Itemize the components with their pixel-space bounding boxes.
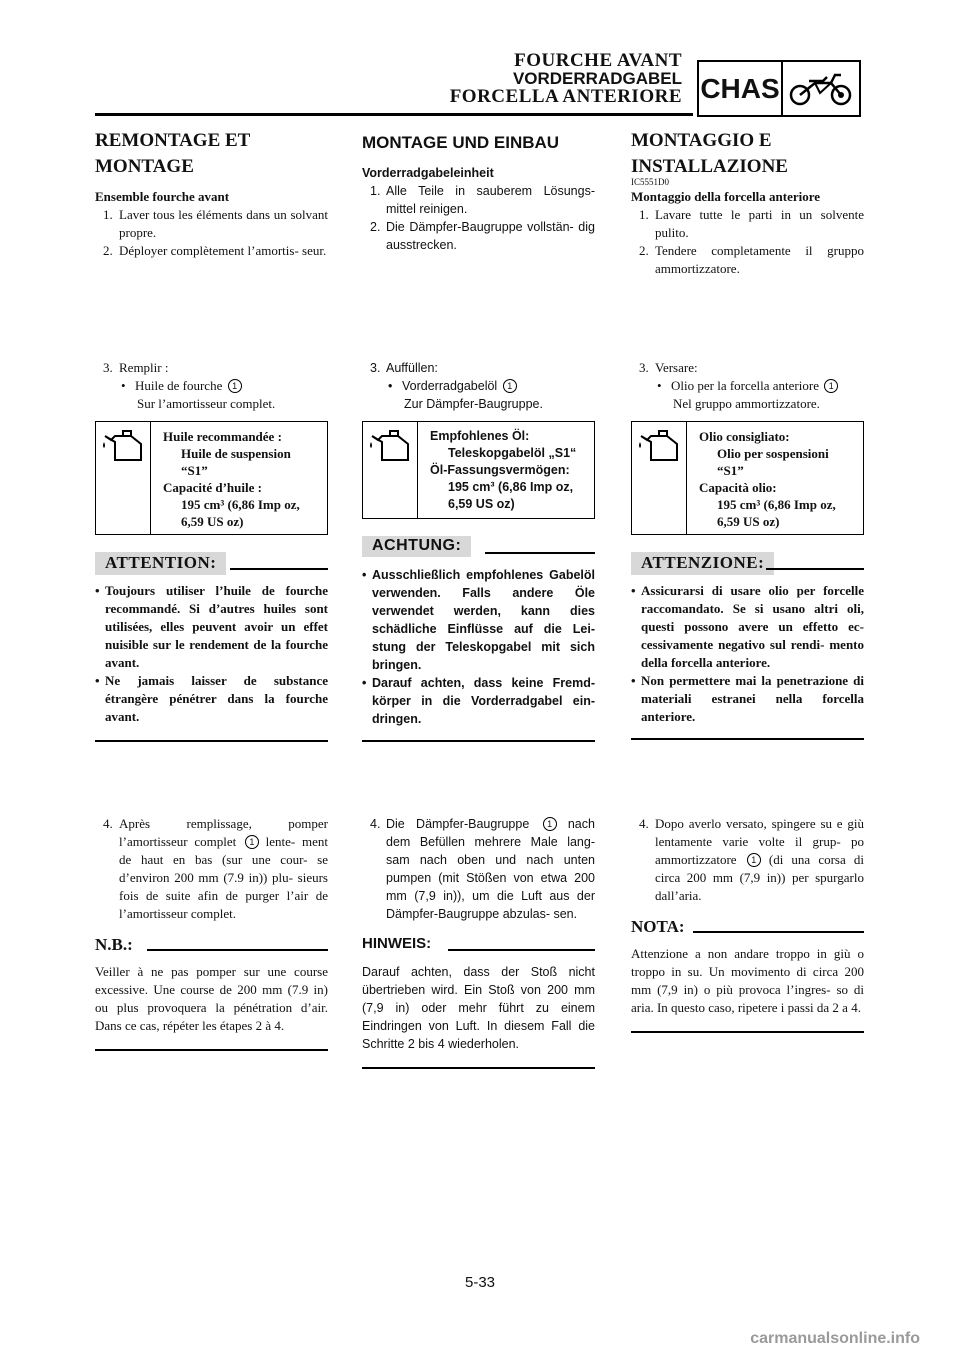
spec-value-oil-grade: “S1” bbox=[181, 463, 208, 478]
note-header bbox=[362, 935, 595, 959]
column-italian bbox=[631, 128, 864, 278]
header-title-it: FORCELLA ANTERIORE bbox=[449, 86, 682, 107]
note-label: N.B.: bbox=[95, 935, 133, 954]
step-4: 4. Dopo averlo versato, spingere su e giù lentamente varie volte il grup- po ammortizzatore 1 (di una corsa di circa 200 mm (7,9 in)) per spurgarlo dall’aria. bbox=[639, 816, 865, 903]
spec-label-capacity: Capacità olio: bbox=[699, 480, 777, 495]
section-title-line2: MONTAGE bbox=[95, 156, 194, 177]
caution-end-rule bbox=[95, 740, 328, 742]
watermark: carmanualsonline.info bbox=[750, 1330, 920, 1347]
step-3: 3. Auffüllen: bbox=[370, 361, 438, 375]
spec-label-oil: Huile recommandée : bbox=[163, 429, 282, 444]
spec-label-oil: Empfohlenes Öl: bbox=[430, 429, 530, 443]
step-2: 2. Die Dämpfer-Baugruppe vollstän- dig ausstrecken. bbox=[370, 220, 595, 252]
spec-value-capacity-us: 6,59 US oz) bbox=[448, 497, 515, 511]
subsection-title: Montaggio della forcella anteriore bbox=[631, 189, 821, 204]
column-italian-fill bbox=[631, 359, 864, 740]
header-title-de: VORDERRADGABEL bbox=[512, 69, 682, 88]
spec-label-capacity: Öl-Fassungsvermögen: bbox=[430, 463, 570, 477]
step-3-detail: Sur l’amortisseur complet. bbox=[137, 396, 276, 411]
reference-marker: 1 bbox=[245, 835, 259, 849]
reference-marker: 1 bbox=[824, 379, 838, 393]
spec-value-capacity-us: 6,59 US oz) bbox=[717, 514, 780, 529]
column-german bbox=[362, 130, 595, 254]
caution-end-rule bbox=[631, 738, 864, 740]
step-3-bullet: • Huile de fourche 1 bbox=[95, 377, 328, 395]
oil-can-icon bbox=[363, 422, 418, 518]
subsection-title: Ensemble fourche avant bbox=[95, 189, 230, 204]
column-german-fill bbox=[362, 359, 595, 742]
caution-body: • Toujours utiliser l’huile de fourche recommandé. Si d’autres huiles sont utilisées, elles peuvent avoir un effet nuisible sur le rendement de la fourche avant. • Ne jamais laisser de substance étrangère pénétrer dans la fourche avant. bbox=[95, 583, 328, 724]
caution-header bbox=[631, 552, 864, 576]
reference-marker: 1 bbox=[228, 379, 242, 393]
column-italian-bleed bbox=[631, 815, 864, 1033]
step-4: 4. Die Dämpfer-Baugruppe 1 nach dem Befüllen mehrere Male lang- sam nach oben und nach unten pumpen (mit Stößen von etwa 200 mm (7,9 in)), um die Luft aus der Dämpfer-Baugruppe abzulas- sen. bbox=[370, 817, 595, 921]
note-header bbox=[95, 935, 328, 959]
step-3: 3. Remplir : bbox=[103, 360, 169, 375]
page-number: 5-33 bbox=[464, 1274, 496, 1291]
caution-body: • Assicurarsi di usare olio per forcelle raccomandato. Se si usano altri oli, questi possono avere un effetto ec- cessivamente negativo sul rendi- mento della forcella anteriore. • Non permettere mai la penetrazione di materiali estranei nella forcella anteriore. bbox=[631, 583, 864, 724]
reference-marker: 1 bbox=[543, 817, 557, 831]
header-rule bbox=[95, 113, 693, 116]
note-header bbox=[631, 917, 864, 941]
section-tag: CHAS bbox=[699, 62, 783, 115]
subsection-title: Vorderradgabeleinheit bbox=[362, 166, 494, 180]
header-title-fr: FOURCHE AVANT bbox=[514, 50, 682, 71]
step-3-bullet: • Vorderradgabelöl 1 bbox=[362, 377, 595, 395]
step-3-bullet: • Olio per la forcella anteriore 1 bbox=[631, 377, 864, 395]
column-german-bleed bbox=[362, 815, 595, 1069]
step-2: 2. Tendere completamente il gruppo ammortizzatore. bbox=[639, 243, 864, 276]
spec-value-oil-grade: “S1” bbox=[717, 463, 744, 478]
note-end-rule bbox=[631, 1031, 864, 1033]
step-4: 4. Après remplissage, pomper l’amortisseur complet 1 lente- ment de haut en bas (sur une cour- se d’environ 200 mm (7.9 in)) plu- sieurs fois de suite afin de purger l’air de l’amortisseur complet. bbox=[103, 816, 328, 921]
section-code: IC5551D0 bbox=[631, 177, 669, 187]
header-titles bbox=[450, 52, 682, 106]
caution-body: • Ausschließlich empfohlenes Gabelöl verwenden. Falls andere Öle verwendet werden, kann dies schädliche Einflüsse auf die Lei- stung der Teleskopgabel mit sich bringen. • Darauf achten, dass keine Fremd- körper in die Vorderradgabel ein- dringen. bbox=[362, 568, 595, 726]
caution-header bbox=[95, 552, 328, 576]
step-3-detail: Nel gruppo ammortizzatore. bbox=[673, 396, 820, 411]
oil-can-icon bbox=[632, 422, 687, 534]
caution-label: ATTENTION: bbox=[95, 552, 226, 575]
spec-label-oil: Olio consigliato: bbox=[699, 429, 790, 444]
spec-value-capacity-us: 6,59 US oz) bbox=[181, 514, 244, 529]
oil-spec-box bbox=[95, 421, 328, 535]
section-tag-box bbox=[697, 60, 861, 117]
note-end-rule bbox=[362, 1067, 595, 1069]
note-body: Darauf achten, dass der Stoß nicht übertrieben wird. Ein Stoß von 200 mm (7,9 in) oder mehr führt zu einem Eindringen von Luft. In diesem Fall die Schritte 2 bis 4 wiederholen. bbox=[362, 965, 595, 1051]
caution-end-rule bbox=[362, 740, 595, 742]
caution-header bbox=[362, 536, 595, 560]
spec-value-oil: Olio per sospensioni bbox=[717, 446, 829, 461]
column-french bbox=[95, 128, 328, 260]
column-french-fill bbox=[95, 359, 328, 742]
motorcycle-icon bbox=[783, 62, 859, 115]
spec-value-oil: Teleskopgabelöl „S1“ bbox=[448, 446, 577, 460]
note-label: NOTA: bbox=[631, 917, 685, 936]
column-french-bleed bbox=[95, 815, 328, 1051]
section-title-line1: REMONTAGE ET bbox=[95, 130, 251, 151]
step-2: 2. Déployer complètement l’amortis- seur. bbox=[103, 243, 327, 258]
note-body: Veiller à ne pas pomper sur une course excessive. Une course de 200 mm (7.9 in) ou plus provoquera la pénétration d’air. Dans ce cas, répéter les étapes 2 à 4. bbox=[95, 964, 328, 1033]
step-1: 1. Lavare tutte le parti in un solvente pulito. bbox=[639, 207, 864, 240]
spec-value-capacity: 195 cm³ (6,86 Imp oz, bbox=[448, 480, 574, 494]
oil-spec-box bbox=[362, 421, 595, 519]
spec-value-oil: Huile de suspension bbox=[181, 446, 291, 461]
spec-label-capacity: Capacité d’huile : bbox=[163, 480, 262, 495]
reference-marker: 1 bbox=[747, 853, 761, 867]
step-1: 1. Laver tous les éléments dans un solvant propre. bbox=[103, 207, 328, 240]
caution-label: ACHTUNG: bbox=[362, 536, 471, 557]
note-label: HINWEIS: bbox=[362, 935, 432, 952]
note-end-rule bbox=[95, 1049, 328, 1051]
oil-can-icon bbox=[96, 422, 151, 534]
section-title-line2: INSTALLAZIONE bbox=[631, 156, 788, 177]
note-body: Attenzione a non andare troppo in giù o troppo in su. Un movimento di circa 200 mm (7,9 in) o più provoca l’ingres- so di aria. In questo caso, ripetere i passi da 2 a 4. bbox=[631, 946, 864, 1015]
section-title: MONTAGE UND EINBAU bbox=[362, 133, 560, 152]
spec-value-capacity: 195 cm³ (6,86 Imp oz, bbox=[717, 497, 836, 512]
oil-spec-box bbox=[631, 421, 864, 535]
reference-marker: 1 bbox=[503, 379, 517, 393]
section-title-line1: MONTAGGIO E bbox=[631, 130, 772, 151]
step-3: 3. Versare: bbox=[639, 360, 698, 375]
step-1: 1. Alle Teile in sauberem Lösungs- mittel reinigen. bbox=[370, 184, 595, 216]
caution-label: ATTENZIONE: bbox=[631, 552, 774, 575]
step-3-detail: Zur Dämpfer-Baugruppe. bbox=[404, 397, 543, 411]
spec-value-capacity: 195 cm³ (6,86 Imp oz, bbox=[181, 497, 300, 512]
